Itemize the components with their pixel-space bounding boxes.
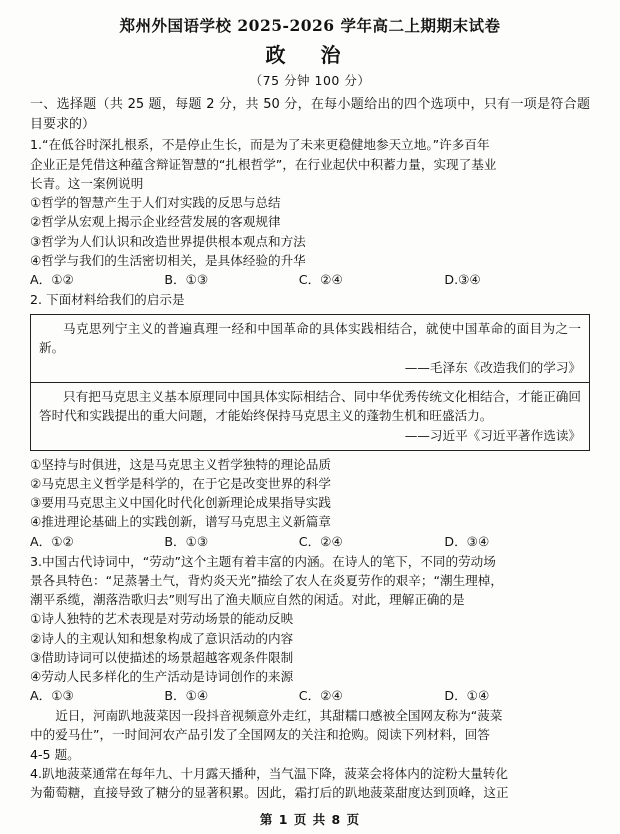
material-intro	[30, 707, 590, 764]
answer-choice-a[interactable]: A．①③	[30, 688, 74, 704]
answer-choices	[30, 687, 590, 706]
answer-choices	[30, 271, 590, 290]
answer-choice-b[interactable]: B．①③	[164, 533, 209, 549]
answer-choice-c[interactable]: C．②④	[298, 688, 343, 704]
question-option: ②马克思主义哲学是科学的，在于它是改变世界的科学	[30, 475, 331, 491]
question-option: ③要用马克思主义中国化时代化创新理论成果指导实践	[30, 495, 331, 511]
question-option: ④哲学与我们的生活密切相关，是具体经验的升华	[30, 252, 306, 268]
answer-choice-d[interactable]: D．①④	[444, 688, 490, 704]
question-option: ②哲学从宏观上揭示企业经营发展的客观规律	[30, 214, 281, 230]
question-option: ④劳动人民多样化的生产活动是诗词创作的来源	[30, 669, 294, 684]
question-stem-line: 景各具特色：“足蒸暑土气，背灼炎天光”描绘了农人在炎夏劳作的艰辛；“潮生理棹，	[30, 572, 503, 588]
question-option: ③哲学为人们认识和改造世界提供根本观点和方法	[30, 233, 306, 249]
answer-choice-d[interactable]: D．③④	[444, 533, 490, 549]
question-option: ①哲学的智慧产生于人们对实践的反思与总结	[30, 195, 281, 211]
quote-text: 马克思列宁主义的普遍真理一经和中国革命的具体实践相结合，就使中国革命的面目为之一新。	[39, 321, 581, 356]
answer-choice-b[interactable]: B．①④	[164, 688, 209, 704]
section-heading: 一、选择题（共 25 题，每题 2 分，共 50 分，在每小题给出的四个选项中，只有一项是符合题目要求的）	[30, 97, 590, 132]
quote-source: ——习近平《习近平著作选读》	[404, 427, 581, 443]
question-stem-line: 潮平系缆，潮落浩歌归去”则写出了渔夫顺应自然的闲适。对此，理解正确的是	[30, 592, 465, 607]
material-line: 4-5 题。	[30, 746, 80, 762]
answer-choices	[30, 533, 590, 552]
question-option: ②诗人的主观认知和想象构成了意识活动的内容	[30, 630, 294, 646]
question-option: ④推进理论基础上的实践创新，谱写马克思主义新篇章	[30, 514, 331, 530]
quote-source: ——毛泽东《改造我们的学习》	[404, 360, 581, 376]
exam-info: （75 分钟 100 分）	[249, 73, 371, 89]
quote-item-1	[31, 315, 589, 382]
subject-title: 政 治	[265, 43, 355, 68]
question-stem-line: 4.趴地菠菜通常在每年九、十月露天播种，当气温下降，菠菜会将体内的淀粉大量转化	[30, 765, 508, 781]
quote-box	[30, 314, 590, 450]
question-4	[30, 765, 590, 803]
question-option: ③借助诗词可以使描述的场景超越客观条件限制	[30, 649, 294, 665]
question-stem-line: 3.中国古代诗词中，“劳动”这个主题有着丰富的内涵。在诗人的笔下，不同的劳动场	[30, 553, 496, 569]
question-1	[30, 136, 590, 290]
question-stem-line: 长青。这一案例说明	[30, 175, 144, 191]
question-stem-line: 为葡萄糖，直接导致了糖分的显著积累。因此，霜打后的趴地菠菜甜度达到顶峰，这正	[30, 785, 509, 801]
question-option: ①坚持与时俱进，这是马克思主义哲学独特的理论品质	[30, 456, 331, 472]
question-3	[30, 553, 590, 707]
material-line: 近日，河南趴地菠菜因一段抖音视频意外走红，其甜糯口感被全国网友称为“菠菜	[30, 708, 503, 724]
question-option: ①诗人独特的艺术表现是对劳动场景的能动反映	[30, 611, 294, 627]
answer-choice-c[interactable]: C．②④	[298, 533, 343, 549]
answer-choice-c[interactable]: C．②④	[298, 272, 343, 288]
answer-choice-b[interactable]: B．①③	[164, 272, 209, 288]
answer-choice-a[interactable]: A．①②	[30, 272, 74, 288]
page-title: 郑州外国语学校 2025-2026 学年高二上期期末试卷	[119, 16, 501, 35]
quote-item-2	[31, 382, 589, 450]
question-2	[30, 291, 590, 551]
quote-text: 只有把马克思主义基本原理同中国具体实际相结合、同中华优秀传统文化相结合，才能正确回答时代和实践提出的重大问题，才能始终保持马克思主义的蓬勃生机和旺盛活力。	[39, 388, 581, 423]
page-footer: 第 1 页 共 8 页	[259, 812, 361, 827]
question-stem-line: 企业正是凭借这种蕴含辩证智慧的“扎根哲学”，在行业起伏中积蓄力量，实现了基业	[30, 156, 497, 172]
answer-choice-a[interactable]: A．①②	[30, 533, 74, 549]
material-line: 中的爱马仕”，一时间河农产品引发了全国网友的关注和抢购。阅读下列材料，回答	[30, 727, 490, 743]
answer-choice-d[interactable]: D.③④	[444, 272, 481, 288]
question-stem-line: 1.“在低谷时深扎根系，不是停止生长，而是为了未来更稳健地参天立地。”许多百年	[30, 137, 490, 153]
question-stem-line: 2. 下面材料给我们的启示是	[30, 292, 185, 308]
